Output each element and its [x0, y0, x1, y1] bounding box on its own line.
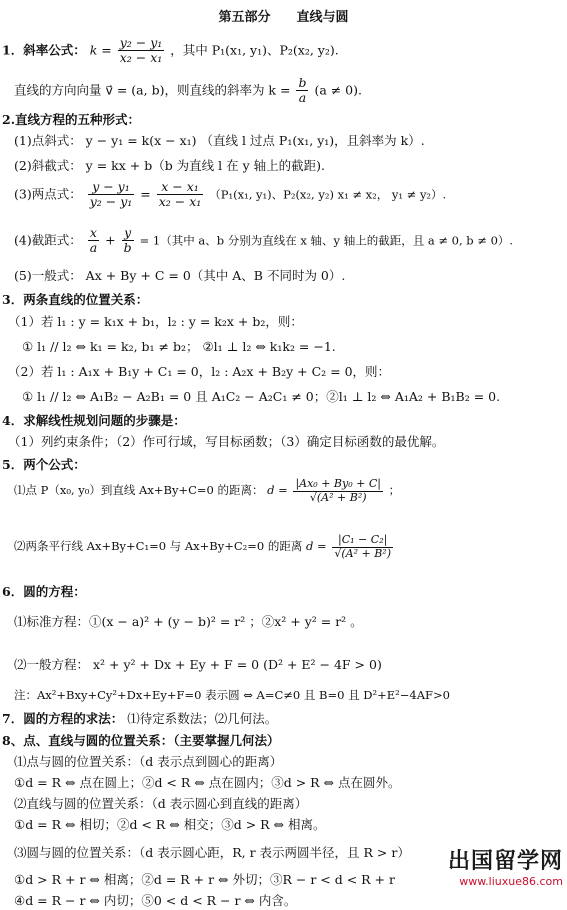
slope-denominator: x₂ − x₁ [119, 50, 163, 66]
circle-methods-line [2, 711, 277, 726]
page-title: 第五部分 直线与圆 [218, 10, 349, 25]
site-watermark-logo [448, 844, 563, 888]
two-point-den-x: x₂ − x₁ [158, 194, 202, 210]
general-form: (5)一般式： Ax + By + C = 0（其中 A、B 不同时为 0）. [14, 268, 346, 283]
parallel-d: d = [306, 539, 327, 554]
slope-formula-line [2, 36, 339, 66]
section-5-heading: 5．两个公式： [2, 457, 86, 472]
direction-text: 直线的方向向量 v⃗ = (a, b)，则直线的斜率为 k = [14, 82, 291, 98]
point-line-fraction [293, 478, 383, 504]
case-1-results: ① l₁ // l₂ ⇔ k₁ = k₂, b₁ ≠ b₂； ②l₁ ⊥ l₂ ⇔ k₁k₂ = −1. [22, 339, 336, 354]
direction-vector-line [14, 76, 362, 106]
intercept-den-b: b [123, 240, 132, 256]
intercept-plus: + [105, 232, 116, 248]
intercept-form [14, 226, 513, 256]
point-line-d: d = [267, 483, 288, 498]
two-point-tail: （P₁(x₁, y₁)、P₂(x₂, y₂) x₁ ≠ x₂， y₁ ≠ y₂）. [209, 187, 447, 202]
slope-numerator: y₂ − y₁ [119, 35, 163, 50]
line-circle-cases: ①d = R ⇔ 相切；②d < R ⇔ 相交；③d > R ⇔ 相离。 [14, 817, 326, 832]
section-2-heading: 2.直线方程的五种形式： [2, 112, 141, 127]
case-2-results: ① l₁ // l₂ ⇔ A₁B₂ − A₂B₁ = 0 且 A₁C₂ − A₂C₁ ≠ 0；②l₁ ⊥ l₂ ⇔ A₁A₂ + B₁B₂ = 0. [22, 389, 501, 404]
point-line-numerator: |Ax₀ + By₀ + C| [295, 477, 381, 490]
point-line-distance-text: ⑴点 P（x₀, y₀）到直线 Ax+By+C=0 的距离： [14, 483, 264, 498]
linear-programming-steps: （1）列约束条件；（2）作可行域，写目标函数；（3）确定目标函数的最优解。 [8, 434, 445, 449]
circle-condition-note: 注：Ax²+Bxy+Cy²+Dx+Ey+F=0 表示圆 ⇔ A=C≠0 且 B=0 且 D²+E²−4AF>0 [14, 688, 450, 702]
two-point-form [14, 180, 446, 210]
standard-circle-equation: ⑴标准方程：①(x − a)² + (y − b)² = r² ；②x² + y² = r² 。 [14, 614, 363, 629]
parallel-distance-text: ⑵两条平行线 Ax+By+C₁=0 与 Ax+By+C₂=0 的距离 [14, 539, 303, 554]
direction-tail: (a ≠ 0). [314, 82, 362, 98]
case-1-condition: （1）若 l₁ : y = k₁x + b₁，l₂ : y = k₂x + b₂，则： [8, 314, 303, 329]
two-point-label: (3)两点式： [14, 186, 82, 202]
section-6-heading: 6．圆的方程： [2, 584, 86, 599]
two-point-fraction-x [157, 180, 204, 210]
slope-tail: ，其中 P₁(x₁, y₁)、P₂(x₂, y₂). [170, 42, 339, 58]
circle-circle-relation: ⑶圆与圆的位置关系：（d 表示圆心距，R, r 表示两圆半径，且 R > r） [14, 845, 410, 860]
section-4-heading: 4．求解线性规划问题的步骤是： [2, 413, 186, 428]
intercept-label: (4)截距式： [14, 232, 82, 248]
two-point-den-y: y₂ − y₁ [89, 194, 133, 210]
intercept-tail: = 1（其中 a、b 分别为直线在 x 轴、y 轴上的截距，且 a ≠ 0, b ≠ 0）. [139, 233, 514, 248]
slope-fraction [118, 36, 165, 66]
direction-numerator: b [298, 75, 307, 90]
point-circle-cases: ①d = R ⇔ 点在圆上；②d < R ⇔ 点在圆内；③d > R ⇔ 点在圆外。 [14, 775, 401, 790]
general-circle-equation: ⑵一般方程： x² + y² + Dx + Ey + F = 0 (D² + E² − 4F > 0) [14, 657, 382, 672]
point-line-tail: ； [388, 483, 401, 498]
section-8-heading: 8、点、直线与圆的位置关系：（主要掌握几何法） [2, 733, 280, 748]
section-1-heading: 1．斜率公式： [2, 42, 86, 58]
intercept-fraction-x [88, 226, 99, 256]
direction-denominator: a [298, 90, 307, 106]
slope-k: k = [89, 42, 112, 58]
point-slope-form: (1)点斜式： y − y₁ = k(x − x₁) （直线 l 过点 P₁(x₁, y₁)，且斜率为 k）. [14, 133, 425, 148]
section-7-heading: 7．圆的方程的求法： [2, 711, 124, 726]
line-circle-relation: ⑵直线与圆的位置关系：（d 表示圆心到直线的距离） [14, 796, 308, 811]
section-3-heading: 3．两条直线的位置关系： [2, 292, 149, 307]
circle-methods: ⑴待定系数法；⑵几何法。 [127, 711, 278, 726]
point-line-distance [14, 478, 400, 504]
two-point-num-y: y − y₁ [88, 180, 135, 195]
parallel-fraction [332, 534, 393, 560]
intercept-num-x: x [88, 226, 99, 241]
parallel-denominator: √(A² + B²) [334, 546, 391, 560]
direction-fraction [296, 76, 308, 106]
parallel-lines-distance [14, 534, 395, 560]
watermark-url: www.liuxue86.com [459, 875, 563, 888]
point-line-denominator: √(A² + B²) [309, 490, 367, 504]
parallel-numerator: |C₁ − C₂| [332, 534, 393, 548]
point-circle-relation: ⑴点与圆的位置关系：（d 表示点到圆心的距离） [14, 754, 283, 769]
intercept-fraction-y [122, 226, 134, 256]
two-point-fraction-y [88, 180, 135, 210]
intercept-den-a: a [89, 240, 98, 256]
watermark-main-text: 出国留学网 [447, 849, 563, 874]
two-point-equals: = [140, 186, 151, 202]
slope-intercept-form: (2)斜截式： y = kx + b（b 为直线 l 在 y 轴上的截距). [14, 158, 325, 173]
circle-circle-cases-1: ①d > R + r ⇔ 相离；②d = R + r ⇔ 外切；③R − r < d < R + r [14, 872, 395, 887]
case-2-condition: （2）若 l₁ : A₁x + B₁y + C₁ = 0，l₂ : A₂x + B₂y + C₂ = 0，则： [8, 364, 391, 379]
circle-circle-cases-2: ④d = R − r ⇔ 内切；⑤0 < d < R − r ⇔ 内含。 [14, 893, 297, 908]
intercept-num-y: y [122, 226, 134, 241]
two-point-num-x: x − x₁ [157, 180, 204, 195]
